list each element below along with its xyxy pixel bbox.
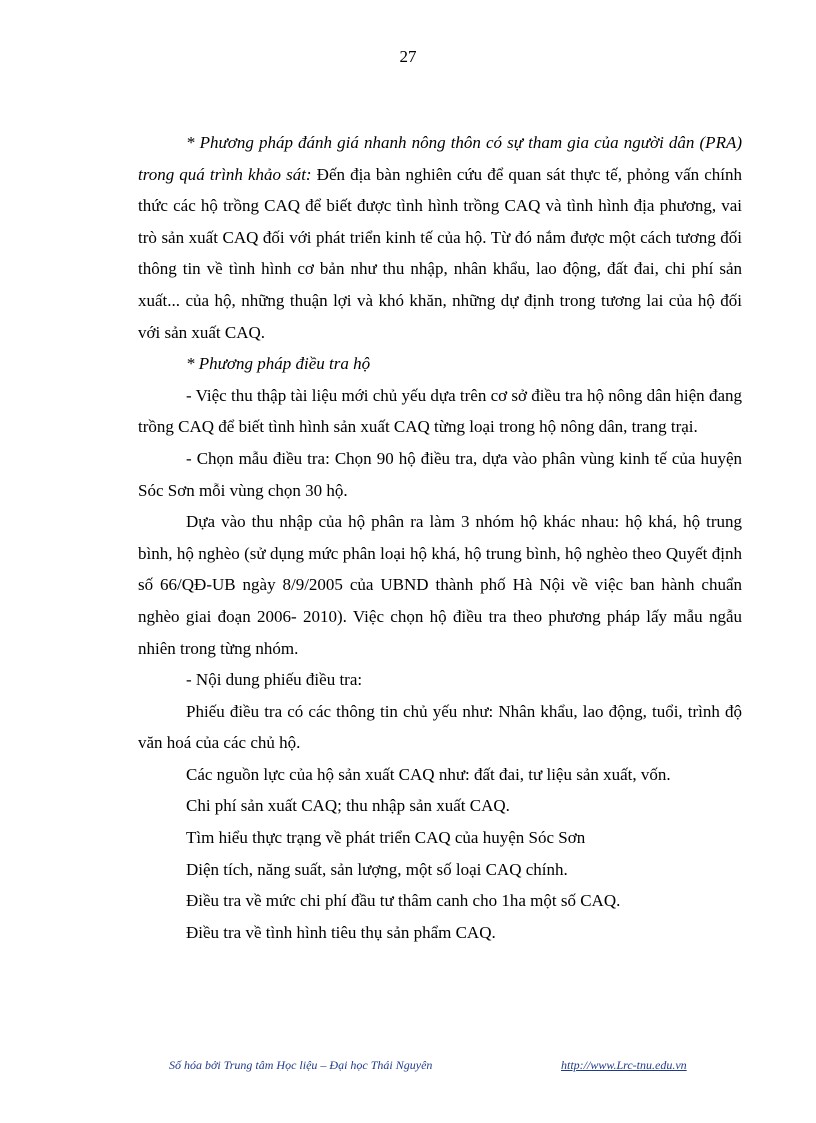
paragraph-questionnaire-info: Phiếu điều tra có các thông tin chủ yếu như: Nhân khẩu, lao động, tuổi, trình độ văn hoá của các chủ hộ. [138, 701, 742, 753]
paragraph-questionnaire-content: - Nội dung phiếu điều tra: [186, 670, 363, 690]
paragraph-income-groups: Dựa vào thu nhập của hộ phân ra làm 3 nhóm hộ khác nhau: hộ khá, hộ trung bình, hộ nghèo (sử dụng mức phân loại hộ khá, hộ trung bình, hộ nghèo theo Quyết định số 66/QĐ-UB ngày 8/9/2005 của UBND thành phố Hà Nội về việc ban hành chuẩn nghèo giai đoạn 2006- 2010). Việc chọn hộ điều tra theo phương pháp lấy mẫu ngẫu nhiên trong từng nhóm. [138, 512, 742, 658]
paragraph-costs: Chi phí sản xuất CAQ; thu nhập sản xuất CAQ. [186, 796, 510, 816]
page-footer [0, 1058, 816, 1078]
paragraph-resources: Các nguồn lực của hộ sản xuất CAQ như: đất đai, tư liệu sản xuất, vốn. [186, 764, 671, 784]
paragraph-investment: Điều tra về mức chi phí đầu tư thâm canh cho 1ha một số CAQ. [186, 891, 621, 911]
paragraph-pra-method [138, 127, 742, 348]
paragraph-area-yield: Diện tích, năng suất, sản lượng, một số loại CAQ chính. [186, 859, 568, 879]
footer-website-link[interactable]: http://www.Lrc-tnu.edu.vn [561, 1058, 687, 1072]
pra-method-text: Đến địa bàn nghiên cứu để quan sát thực tế, phỏng vấn chính thức các hộ trồng CAQ để biết được tình hình trồng CAQ và tình hình địa phương, vai trò sản xuất CAQ đối với phát triển kinh tế của hộ. Từ đó nắm được một cách tương đối thông tin về tình hình cơ bản như thu nhập, nhân khẩu, lao động, đất đai, chi phí sản xuất... của hộ, những thuận lợi và khó khăn, những dự định trong tương lai của hộ đối với sản xuất CAQ. [138, 164, 742, 342]
document-body [138, 127, 742, 948]
paragraph-data-collection: - Việc thu thập tài liệu mới chủ yếu dựa trên cơ sở điều tra hộ nông dân hiện đang trồng CAQ để biết tình hình sản xuất CAQ từng loại trong hộ nông dân, trang trại. [138, 385, 742, 437]
paragraph-sample-selection: - Chọn mẫu điều tra: Chọn 90 hộ điều tra, dựa vào phân vùng kinh tế của huyện Sóc Sơn mỗi vùng chọn 30 hộ. [138, 448, 742, 500]
page-number: 27 [399, 47, 417, 66]
household-survey-heading: * Phương pháp điều tra hộ [186, 354, 371, 374]
paragraph-current-state: Tìm hiểu thực trạng về phát triển CAQ của huyện Sóc Sơn [186, 828, 586, 848]
footer-digitization-note: Số hóa bởi Trung tâm Học liệu – Đại học Thái Nguyên [169, 1058, 433, 1072]
paragraph-consumption: Điều tra về tình hình tiêu thụ sản phẩm CAQ. [186, 922, 496, 942]
pra-method-heading: * Phương pháp đánh giá nhanh nông thôn có sự tham gia của người dân (PRA) trong quá trình khảo sát: [138, 133, 742, 184]
